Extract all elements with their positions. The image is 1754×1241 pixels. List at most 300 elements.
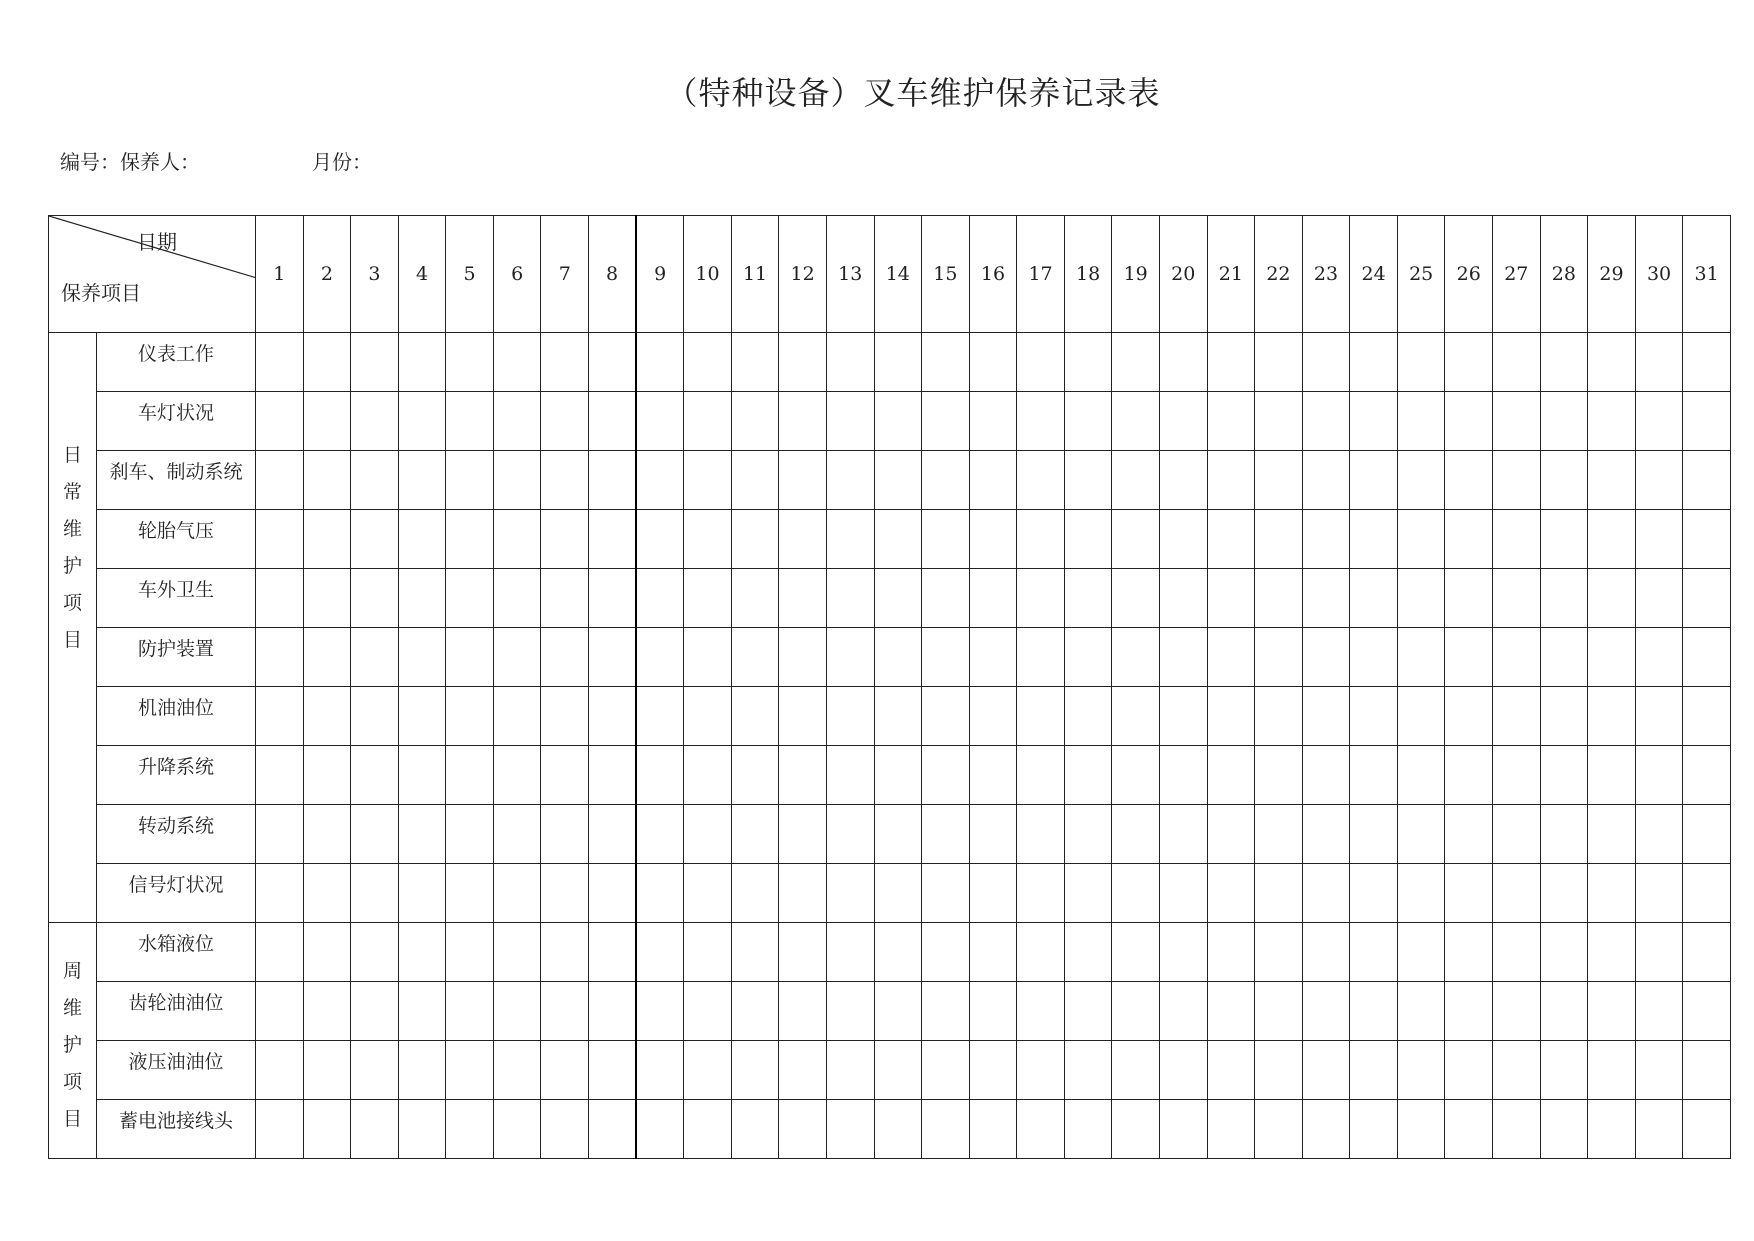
check-cell[interactable] (779, 1100, 827, 1159)
check-cell[interactable] (1302, 510, 1350, 569)
check-cell[interactable] (1159, 1041, 1207, 1100)
check-cell[interactable] (826, 333, 874, 392)
check-cell[interactable] (731, 982, 779, 1041)
check-cell[interactable] (826, 1041, 874, 1100)
check-cell[interactable] (589, 510, 637, 569)
check-cell[interactable] (1064, 923, 1112, 982)
check-cell[interactable] (303, 982, 351, 1041)
check-cell[interactable] (256, 746, 304, 805)
check-cell[interactable] (779, 451, 827, 510)
check-cell[interactable] (256, 569, 304, 628)
check-cell[interactable] (1112, 333, 1160, 392)
check-cell[interactable] (1017, 805, 1065, 864)
check-cell[interactable] (826, 923, 874, 982)
check-cell[interactable] (1493, 451, 1541, 510)
check-cell[interactable] (684, 923, 732, 982)
check-cell[interactable] (1302, 1041, 1350, 1100)
check-cell[interactable] (684, 746, 732, 805)
check-cell[interactable] (446, 746, 494, 805)
check-cell[interactable] (589, 569, 637, 628)
check-cell[interactable] (636, 333, 684, 392)
check-cell[interactable] (303, 687, 351, 746)
check-cell[interactable] (541, 923, 589, 982)
check-cell[interactable] (779, 805, 827, 864)
check-cell[interactable] (969, 333, 1017, 392)
check-cell[interactable] (969, 1041, 1017, 1100)
check-cell[interactable] (874, 1100, 922, 1159)
check-cell[interactable] (874, 923, 922, 982)
check-cell[interactable] (731, 510, 779, 569)
check-cell[interactable] (303, 805, 351, 864)
check-cell[interactable] (1635, 1100, 1683, 1159)
check-cell[interactable] (398, 805, 446, 864)
check-cell[interactable] (1445, 864, 1493, 923)
check-cell[interactable] (779, 982, 827, 1041)
check-cell[interactable] (1302, 864, 1350, 923)
check-cell[interactable] (1112, 864, 1160, 923)
check-cell[interactable] (541, 1041, 589, 1100)
check-cell[interactable] (1159, 333, 1207, 392)
check-cell[interactable] (636, 392, 684, 451)
check-cell[interactable] (1683, 1100, 1731, 1159)
check-cell[interactable] (922, 923, 970, 982)
check-cell[interactable] (351, 864, 399, 923)
check-cell[interactable] (1017, 510, 1065, 569)
check-cell[interactable] (1112, 923, 1160, 982)
check-cell[interactable] (1064, 1041, 1112, 1100)
check-cell[interactable] (1540, 451, 1588, 510)
check-cell[interactable] (1540, 392, 1588, 451)
check-cell[interactable] (636, 687, 684, 746)
check-cell[interactable] (1588, 510, 1636, 569)
check-cell[interactable] (256, 628, 304, 687)
check-cell[interactable] (1683, 864, 1731, 923)
check-cell[interactable] (826, 687, 874, 746)
check-cell[interactable] (493, 569, 541, 628)
check-cell[interactable] (1350, 746, 1398, 805)
check-cell[interactable] (446, 392, 494, 451)
check-cell[interactable] (1064, 569, 1112, 628)
check-cell[interactable] (541, 687, 589, 746)
check-cell[interactable] (1017, 687, 1065, 746)
check-cell[interactable] (636, 510, 684, 569)
check-cell[interactable] (1207, 451, 1255, 510)
check-cell[interactable] (1255, 628, 1303, 687)
check-cell[interactable] (826, 628, 874, 687)
check-cell[interactable] (1588, 982, 1636, 1041)
check-cell[interactable] (779, 1041, 827, 1100)
check-cell[interactable] (1159, 687, 1207, 746)
check-cell[interactable] (1445, 628, 1493, 687)
check-cell[interactable] (1493, 805, 1541, 864)
check-cell[interactable] (351, 333, 399, 392)
check-cell[interactable] (922, 333, 970, 392)
check-cell[interactable] (446, 628, 494, 687)
check-cell[interactable] (1350, 392, 1398, 451)
check-cell[interactable] (1635, 1041, 1683, 1100)
check-cell[interactable] (351, 510, 399, 569)
check-cell[interactable] (1683, 805, 1731, 864)
check-cell[interactable] (1112, 510, 1160, 569)
check-cell[interactable] (541, 451, 589, 510)
check-cell[interactable] (351, 628, 399, 687)
check-cell[interactable] (1064, 510, 1112, 569)
check-cell[interactable] (1302, 923, 1350, 982)
check-cell[interactable] (1017, 569, 1065, 628)
check-cell[interactable] (684, 333, 732, 392)
check-cell[interactable] (826, 510, 874, 569)
check-cell[interactable] (1302, 451, 1350, 510)
check-cell[interactable] (446, 923, 494, 982)
check-cell[interactable] (874, 982, 922, 1041)
check-cell[interactable] (1017, 451, 1065, 510)
check-cell[interactable] (303, 451, 351, 510)
check-cell[interactable] (731, 923, 779, 982)
check-cell[interactable] (684, 1100, 732, 1159)
check-cell[interactable] (1635, 569, 1683, 628)
check-cell[interactable] (351, 923, 399, 982)
check-cell[interactable] (1588, 1041, 1636, 1100)
check-cell[interactable] (1397, 569, 1445, 628)
check-cell[interactable] (731, 746, 779, 805)
check-cell[interactable] (826, 451, 874, 510)
check-cell[interactable] (1207, 982, 1255, 1041)
check-cell[interactable] (256, 392, 304, 451)
check-cell[interactable] (398, 333, 446, 392)
check-cell[interactable] (1159, 923, 1207, 982)
check-cell[interactable] (446, 1100, 494, 1159)
check-cell[interactable] (1112, 451, 1160, 510)
check-cell[interactable] (493, 982, 541, 1041)
check-cell[interactable] (303, 1041, 351, 1100)
check-cell[interactable] (779, 687, 827, 746)
check-cell[interactable] (922, 1100, 970, 1159)
check-cell[interactable] (1112, 392, 1160, 451)
check-cell[interactable] (398, 451, 446, 510)
check-cell[interactable] (1207, 864, 1255, 923)
check-cell[interactable] (1017, 982, 1065, 1041)
check-cell[interactable] (1017, 864, 1065, 923)
check-cell[interactable] (1207, 333, 1255, 392)
check-cell[interactable] (303, 628, 351, 687)
check-cell[interactable] (589, 1041, 637, 1100)
check-cell[interactable] (1350, 687, 1398, 746)
check-cell[interactable] (1159, 451, 1207, 510)
check-cell[interactable] (922, 628, 970, 687)
check-cell[interactable] (969, 687, 1017, 746)
check-cell[interactable] (398, 628, 446, 687)
check-cell[interactable] (922, 392, 970, 451)
check-cell[interactable] (922, 687, 970, 746)
check-cell[interactable] (446, 451, 494, 510)
check-cell[interactable] (826, 569, 874, 628)
check-cell[interactable] (541, 982, 589, 1041)
check-cell[interactable] (1302, 805, 1350, 864)
check-cell[interactable] (1017, 628, 1065, 687)
check-cell[interactable] (1159, 628, 1207, 687)
check-cell[interactable] (922, 1041, 970, 1100)
check-cell[interactable] (1064, 392, 1112, 451)
check-cell[interactable] (636, 628, 684, 687)
check-cell[interactable] (1635, 746, 1683, 805)
check-cell[interactable] (826, 982, 874, 1041)
check-cell[interactable] (351, 451, 399, 510)
check-cell[interactable] (731, 333, 779, 392)
check-cell[interactable] (541, 746, 589, 805)
check-cell[interactable] (1397, 746, 1445, 805)
check-cell[interactable] (1064, 864, 1112, 923)
check-cell[interactable] (1445, 923, 1493, 982)
check-cell[interactable] (493, 628, 541, 687)
check-cell[interactable] (541, 392, 589, 451)
check-cell[interactable] (493, 687, 541, 746)
check-cell[interactable] (1350, 1100, 1398, 1159)
check-cell[interactable] (1683, 687, 1731, 746)
check-cell[interactable] (256, 805, 304, 864)
check-cell[interactable] (1540, 746, 1588, 805)
check-cell[interactable] (1350, 864, 1398, 923)
check-cell[interactable] (1064, 746, 1112, 805)
check-cell[interactable] (1112, 687, 1160, 746)
check-cell[interactable] (969, 510, 1017, 569)
check-cell[interactable] (779, 333, 827, 392)
check-cell[interactable] (1397, 1100, 1445, 1159)
check-cell[interactable] (1493, 687, 1541, 746)
check-cell[interactable] (1588, 687, 1636, 746)
check-cell[interactable] (1588, 392, 1636, 451)
check-cell[interactable] (922, 864, 970, 923)
check-cell[interactable] (874, 392, 922, 451)
check-cell[interactable] (493, 451, 541, 510)
check-cell[interactable] (1683, 333, 1731, 392)
check-cell[interactable] (1017, 333, 1065, 392)
check-cell[interactable] (256, 333, 304, 392)
check-cell[interactable] (779, 746, 827, 805)
check-cell[interactable] (589, 333, 637, 392)
check-cell[interactable] (1064, 687, 1112, 746)
check-cell[interactable] (1445, 333, 1493, 392)
check-cell[interactable] (1159, 392, 1207, 451)
check-cell[interactable] (1635, 333, 1683, 392)
check-cell[interactable] (1540, 1100, 1588, 1159)
check-cell[interactable] (731, 1100, 779, 1159)
check-cell[interactable] (493, 864, 541, 923)
check-cell[interactable] (969, 923, 1017, 982)
check-cell[interactable] (1207, 1041, 1255, 1100)
check-cell[interactable] (1397, 982, 1445, 1041)
check-cell[interactable] (1350, 923, 1398, 982)
check-cell[interactable] (256, 687, 304, 746)
check-cell[interactable] (684, 569, 732, 628)
check-cell[interactable] (1017, 746, 1065, 805)
check-cell[interactable] (1635, 687, 1683, 746)
check-cell[interactable] (398, 1100, 446, 1159)
check-cell[interactable] (256, 451, 304, 510)
check-cell[interactable] (493, 1041, 541, 1100)
check-cell[interactable] (1540, 1041, 1588, 1100)
check-cell[interactable] (684, 982, 732, 1041)
check-cell[interactable] (1445, 510, 1493, 569)
check-cell[interactable] (1112, 569, 1160, 628)
check-cell[interactable] (731, 628, 779, 687)
check-cell[interactable] (1350, 805, 1398, 864)
check-cell[interactable] (1207, 805, 1255, 864)
check-cell[interactable] (969, 451, 1017, 510)
check-cell[interactable] (1683, 923, 1731, 982)
check-cell[interactable] (446, 864, 494, 923)
check-cell[interactable] (1302, 687, 1350, 746)
check-cell[interactable] (1445, 687, 1493, 746)
check-cell[interactable] (589, 1100, 637, 1159)
check-cell[interactable] (969, 805, 1017, 864)
check-cell[interactable] (1112, 805, 1160, 864)
check-cell[interactable] (493, 333, 541, 392)
check-cell[interactable] (1540, 687, 1588, 746)
check-cell[interactable] (1255, 805, 1303, 864)
check-cell[interactable] (1635, 451, 1683, 510)
check-cell[interactable] (1255, 510, 1303, 569)
check-cell[interactable] (1064, 805, 1112, 864)
check-cell[interactable] (1207, 1100, 1255, 1159)
check-cell[interactable] (1397, 687, 1445, 746)
check-cell[interactable] (636, 805, 684, 864)
check-cell[interactable] (1112, 1041, 1160, 1100)
check-cell[interactable] (1493, 1041, 1541, 1100)
check-cell[interactable] (541, 569, 589, 628)
check-cell[interactable] (779, 864, 827, 923)
check-cell[interactable] (351, 982, 399, 1041)
check-cell[interactable] (1397, 333, 1445, 392)
check-cell[interactable] (874, 510, 922, 569)
check-cell[interactable] (1207, 687, 1255, 746)
check-cell[interactable] (1017, 1041, 1065, 1100)
check-cell[interactable] (1445, 805, 1493, 864)
check-cell[interactable] (636, 746, 684, 805)
check-cell[interactable] (1445, 746, 1493, 805)
check-cell[interactable] (779, 628, 827, 687)
check-cell[interactable] (826, 864, 874, 923)
check-cell[interactable] (1350, 451, 1398, 510)
check-cell[interactable] (1159, 1100, 1207, 1159)
check-cell[interactable] (684, 451, 732, 510)
check-cell[interactable] (1302, 746, 1350, 805)
check-cell[interactable] (1683, 451, 1731, 510)
check-cell[interactable] (446, 687, 494, 746)
check-cell[interactable] (969, 392, 1017, 451)
check-cell[interactable] (398, 569, 446, 628)
check-cell[interactable] (1588, 923, 1636, 982)
check-cell[interactable] (1255, 923, 1303, 982)
check-cell[interactable] (303, 510, 351, 569)
check-cell[interactable] (446, 1041, 494, 1100)
check-cell[interactable] (256, 864, 304, 923)
check-cell[interactable] (636, 451, 684, 510)
check-cell[interactable] (398, 864, 446, 923)
check-cell[interactable] (351, 746, 399, 805)
check-cell[interactable] (826, 746, 874, 805)
check-cell[interactable] (684, 628, 732, 687)
check-cell[interactable] (636, 1100, 684, 1159)
check-cell[interactable] (969, 1100, 1017, 1159)
check-cell[interactable] (1540, 628, 1588, 687)
check-cell[interactable] (1493, 864, 1541, 923)
check-cell[interactable] (541, 333, 589, 392)
check-cell[interactable] (1255, 451, 1303, 510)
check-cell[interactable] (398, 746, 446, 805)
check-cell[interactable] (541, 805, 589, 864)
check-cell[interactable] (493, 510, 541, 569)
check-cell[interactable] (731, 805, 779, 864)
check-cell[interactable] (1683, 392, 1731, 451)
check-cell[interactable] (874, 569, 922, 628)
check-cell[interactable] (1588, 628, 1636, 687)
check-cell[interactable] (731, 392, 779, 451)
check-cell[interactable] (303, 392, 351, 451)
check-cell[interactable] (541, 1100, 589, 1159)
check-cell[interactable] (874, 805, 922, 864)
check-cell[interactable] (351, 569, 399, 628)
check-cell[interactable] (1350, 333, 1398, 392)
check-cell[interactable] (1064, 333, 1112, 392)
check-cell[interactable] (493, 923, 541, 982)
check-cell[interactable] (636, 864, 684, 923)
check-cell[interactable] (874, 746, 922, 805)
check-cell[interactable] (1493, 982, 1541, 1041)
check-cell[interactable] (1445, 982, 1493, 1041)
check-cell[interactable] (1493, 923, 1541, 982)
check-cell[interactable] (731, 1041, 779, 1100)
check-cell[interactable] (1493, 1100, 1541, 1159)
check-cell[interactable] (684, 687, 732, 746)
check-cell[interactable] (1255, 687, 1303, 746)
check-cell[interactable] (1064, 628, 1112, 687)
check-cell[interactable] (1302, 628, 1350, 687)
check-cell[interactable] (1445, 1100, 1493, 1159)
check-cell[interactable] (922, 805, 970, 864)
check-cell[interactable] (1540, 510, 1588, 569)
check-cell[interactable] (922, 982, 970, 1041)
check-cell[interactable] (1207, 923, 1255, 982)
check-cell[interactable] (541, 864, 589, 923)
check-cell[interactable] (1445, 451, 1493, 510)
check-cell[interactable] (398, 1041, 446, 1100)
check-cell[interactable] (1397, 628, 1445, 687)
check-cell[interactable] (541, 628, 589, 687)
check-cell[interactable] (398, 392, 446, 451)
check-cell[interactable] (1064, 982, 1112, 1041)
check-cell[interactable] (1159, 746, 1207, 805)
check-cell[interactable] (1397, 1041, 1445, 1100)
check-cell[interactable] (493, 1100, 541, 1159)
check-cell[interactable] (303, 569, 351, 628)
check-cell[interactable] (1588, 1100, 1636, 1159)
check-cell[interactable] (1445, 569, 1493, 628)
check-cell[interactable] (922, 746, 970, 805)
check-cell[interactable] (1255, 392, 1303, 451)
check-cell[interactable] (1159, 982, 1207, 1041)
check-cell[interactable] (1255, 746, 1303, 805)
check-cell[interactable] (398, 510, 446, 569)
check-cell[interactable] (351, 392, 399, 451)
check-cell[interactable] (589, 746, 637, 805)
check-cell[interactable] (636, 1041, 684, 1100)
check-cell[interactable] (1635, 805, 1683, 864)
check-cell[interactable] (636, 923, 684, 982)
check-cell[interactable] (1017, 392, 1065, 451)
check-cell[interactable] (1207, 569, 1255, 628)
check-cell[interactable] (969, 864, 1017, 923)
check-cell[interactable] (589, 982, 637, 1041)
